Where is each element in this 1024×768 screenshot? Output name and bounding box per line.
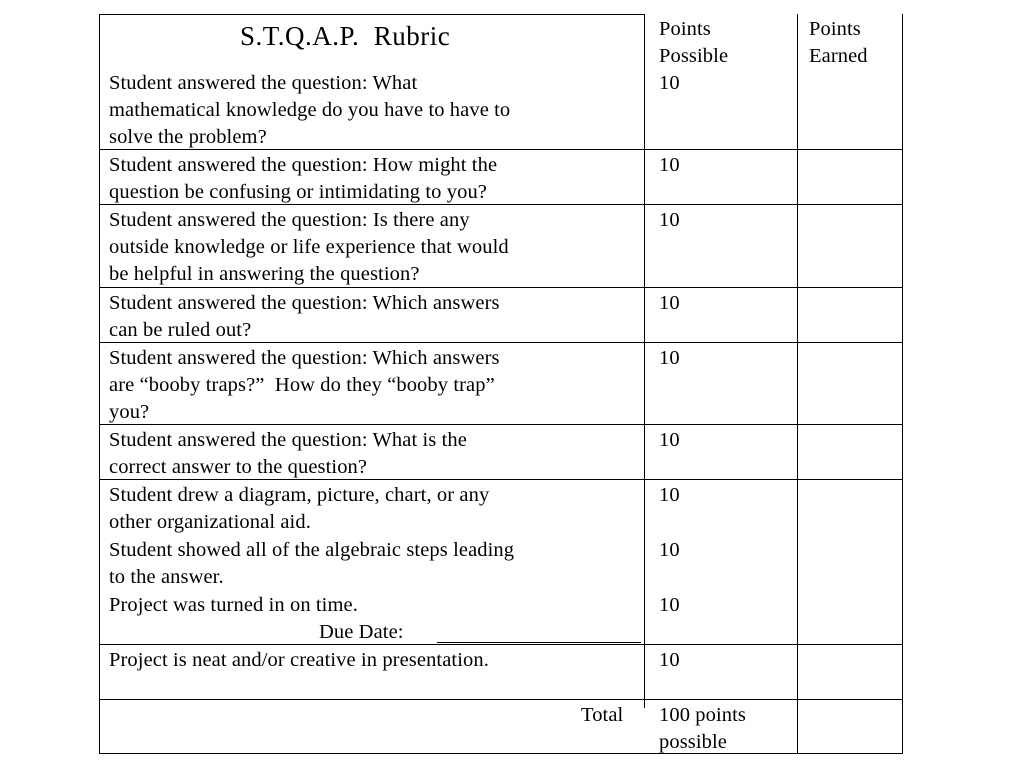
due-date-blank[interactable] [437, 642, 641, 643]
criterion-text: to the answer. [109, 566, 224, 588]
criterion-text: other organizational aid. [109, 511, 311, 533]
criterion-text: can be ruled out? [109, 319, 252, 341]
criterion-text: Student answered the question: Which answers [109, 347, 500, 369]
criterion-text: Student answered the question: How might the [109, 154, 498, 176]
points-earned-cell[interactable] [809, 592, 894, 619]
points-earned-cell[interactable] [809, 152, 894, 179]
points-earned-cell[interactable] [809, 427, 894, 454]
criterion-text: Student showed all of the algebraic steps leading [109, 539, 515, 561]
criterion-text: Project was turned in on time. [109, 594, 358, 616]
criterion-text: Student answered the question: What [109, 72, 418, 94]
criterion-text: solve the problem? [109, 126, 267, 148]
total-label: Total [581, 704, 624, 726]
row-separator [99, 424, 903, 425]
total-earned-cell[interactable] [809, 702, 894, 729]
points-possible-value: 10 [659, 539, 680, 561]
points-possible-value: 10 [659, 594, 680, 616]
rubric-table [99, 14, 903, 754]
header-points-earned-line-2: Earned [809, 45, 868, 67]
criterion-text: are “booby traps?” How do they “booby trap” [109, 374, 495, 396]
rubric-title: S.T.Q.A.P. Rubric [240, 21, 451, 51]
points-earned-cell[interactable] [809, 537, 894, 564]
points-possible-value: 10 [659, 429, 680, 451]
row-separator [99, 699, 903, 700]
criterion-text: question be confusing or intimidating to you? [109, 181, 488, 203]
table-bottom-border [99, 753, 903, 754]
table-left-border [99, 14, 100, 754]
points-earned-cell[interactable] [809, 345, 894, 372]
points-possible-value: 10 [659, 209, 680, 231]
criterion-text: outside knowledge or life experience that would [109, 236, 509, 258]
criterion-text: Student answered the question: Which answers [109, 292, 500, 314]
row-separator [99, 644, 903, 645]
criterion-text: you? [109, 401, 150, 423]
total-points-line-2: possible [659, 731, 727, 753]
criterion-text: Student drew a diagram, picture, chart, or any [109, 484, 490, 506]
points-possible-value: 10 [659, 347, 680, 369]
points-possible-value: 10 [659, 72, 680, 94]
points-earned-cell[interactable] [809, 647, 894, 674]
due-date-label: Due Date: [319, 621, 404, 643]
column-divider-2 [797, 14, 798, 754]
points-possible-value: 10 [659, 154, 680, 176]
criterion-text: mathematical knowledge do you have to have to [109, 99, 511, 121]
points-earned-cell[interactable] [809, 207, 894, 234]
points-earned-cell[interactable] [809, 482, 894, 509]
criterion-text: correct answer to the question? [109, 456, 368, 478]
criterion-text: be helpful in answering the question? [109, 263, 420, 285]
table-top-border [99, 14, 644, 15]
points-possible-value: 10 [659, 649, 680, 671]
points-possible-value: 10 [659, 292, 680, 314]
header-points-possible-line-2: Possible [659, 45, 729, 67]
column-divider-1 [644, 14, 645, 708]
criterion-text: Project is neat and/or creative in presentation. [109, 649, 489, 671]
table-right-border [902, 14, 903, 754]
criterion-text: Student answered the question: What is the [109, 429, 467, 451]
points-earned-cell[interactable] [809, 70, 894, 97]
header-points-earned-line-1: Points [809, 18, 861, 40]
total-points-line-1: 100 points [659, 704, 746, 726]
points-possible-value: 10 [659, 484, 680, 506]
criterion-text: Student answered the question: Is there any [109, 209, 470, 231]
points-earned-cell[interactable] [809, 290, 894, 317]
header-points-possible-line-1: Points [659, 18, 711, 40]
